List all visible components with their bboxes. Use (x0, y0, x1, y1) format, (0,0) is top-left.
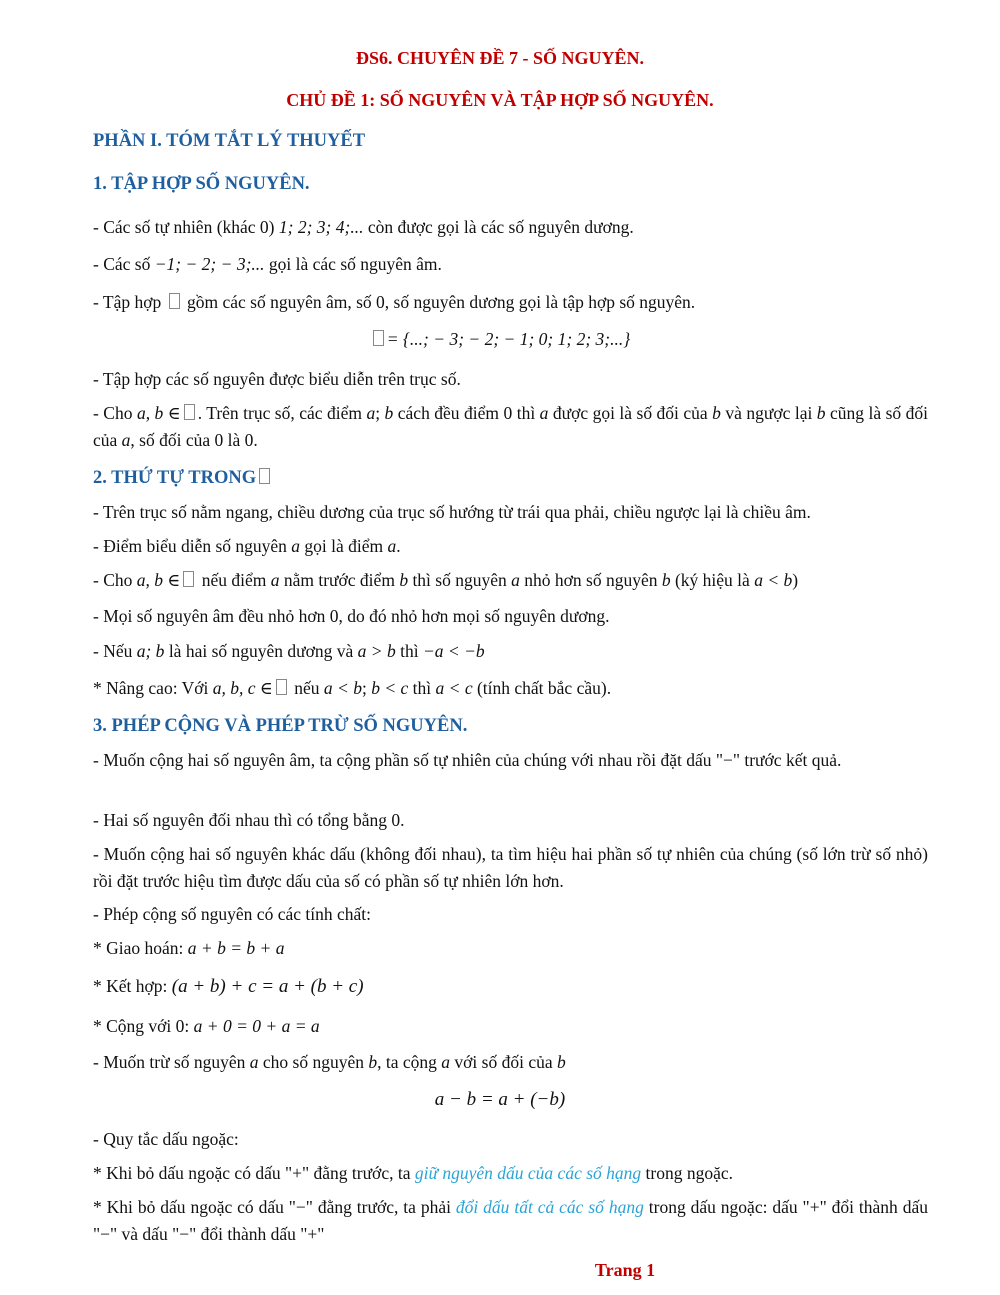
s3-line-9: - Quy tắc dấu ngoặc: (93, 1129, 239, 1149)
section-2-heading: 2. THỨ TỰ TRONG (93, 468, 273, 489)
s3-line-2: - Hai số nguyên đối nhau thì có tổng bằng 0. (93, 810, 405, 830)
s2-line-1: - Trên trục số nằm ngang, chiều dương của trục số hướng từ trái qua phải, chiều ngược lại là chiều âm. (93, 502, 811, 522)
s1-line-4: - Tập hợp các số nguyên được biểu diễn trên trục số. (93, 369, 461, 389)
s1-line-5: - Cho a, b ∈ . Trên trục số, các điểm a; b cách đều điểm 0 thì a được gọi là số đối của b và ngược lại b cũng là số đối của a, số đối của 0 là 0. (93, 403, 928, 450)
s1-line-2: - Các số −1; − 2; − 3;... gọi là các số nguyên âm. (93, 254, 442, 274)
integer-set-symbol-icon (169, 293, 180, 309)
s3-line-5: * Giao hoán: a + b = b + a (93, 938, 285, 958)
s3-line-11: * Khi bỏ dấu ngoặc có dấu "−" đằng trước, ta phải đổi dấu tất cả các số hạng trong dấu ngoặc: dấu "+" đổi thành dấu "−" và dấu "−" đổi thành dấu "+" (93, 1197, 928, 1244)
section-3-heading: 3. PHÉP CỘNG VÀ PHÉP TRỪ SỐ NGUYÊN. (93, 716, 468, 736)
section-1-heading: 1. TẬP HỢP SỐ NGUYÊN. (93, 174, 310, 194)
integer-set-symbol-icon (183, 571, 194, 587)
s3-line-6: * Kết hợp: (a + b) + c = a + (b + c) (93, 976, 364, 997)
s1-line-3: - Tập hợp gồm các số nguyên âm, số 0, số nguyên dương gọi là tập hợp số nguyên. (93, 292, 696, 312)
s3-line-10: * Khi bỏ dấu ngoặc có dấu "+" đằng trước, ta giữ nguyên dấu của các số hạng trong ngoặc. (93, 1163, 734, 1183)
integer-set-symbol-icon (184, 404, 195, 420)
document-title: ĐS6. CHUYÊN ĐỀ 7 - SỐ NGUYÊN. (355, 48, 645, 68)
integer-set-formula: = {...; − 3; − 2; − 1; 0; 1; 2; 3;...} (0, 326, 1000, 353)
part-heading: PHẦN I. TÓM TẮT LÝ THUYẾT (93, 131, 366, 151)
s2-line-4: - Mọi số nguyên âm đều nhỏ hơn 0, do đó nhỏ hơn mọi số nguyên dương. (93, 606, 610, 626)
s2-line-2: - Điểm biểu diễn số nguyên a gọi là điểm a. (93, 536, 401, 556)
s3-line-7: * Cộng với 0: a + 0 = 0 + a = a (93, 1016, 320, 1036)
s3-line-8: - Muốn trừ số nguyên a cho số nguyên b, ta cộng a với số đối của b (93, 1052, 566, 1072)
s2-line-3: - Cho a, b ∈ nếu điểm a nằm trước điểm b thì số nguyên a nhỏ hơn số nguyên b (ký hiệu là a < b) (93, 570, 799, 590)
s3-line-4: - Phép cộng số nguyên có các tính chất: (93, 904, 371, 924)
integer-set-symbol-icon (373, 330, 384, 346)
s2-line-5: - Nếu a; b là hai số nguyên dương và a > b thì −a < −b (93, 641, 485, 661)
s3-line-1: - Muốn cộng hai số nguyên âm, ta cộng phần số tự nhiên của chúng với nhau rồi đặt dấu "−" trước kết quả. (93, 750, 842, 770)
page-number: Trang 1 (594, 1260, 656, 1280)
s3-line-3: - Muốn cộng hai số nguyên khác dấu (không đối nhau), ta tìm hiệu hai phần số tự nhiên của chúng (số lớn trừ số nhỏ) rồi đặt trước hiệu tìm được dấu của số có phần số tự nhiên lớn hơn. (93, 844, 928, 891)
integer-set-symbol-icon (259, 468, 270, 484)
s1-line-1: - Các số tự nhiên (khác 0) 1; 2; 3; 4;... còn được gọi là các số nguyên dương. (93, 217, 634, 237)
integer-set-symbol-icon (276, 679, 287, 695)
document-subtitle: CHỦ ĐỀ 1: SỐ NGUYÊN VÀ TẬP HỢP SỐ NGUYÊN. (286, 90, 714, 110)
s2-line-6: * Nâng cao: Với a, b, c ∈ nếu a < b; b < c thì a < c (tính chất bắc cầu). (93, 678, 612, 698)
subtraction-formula: a − b = a + (−b) (434, 1089, 566, 1110)
